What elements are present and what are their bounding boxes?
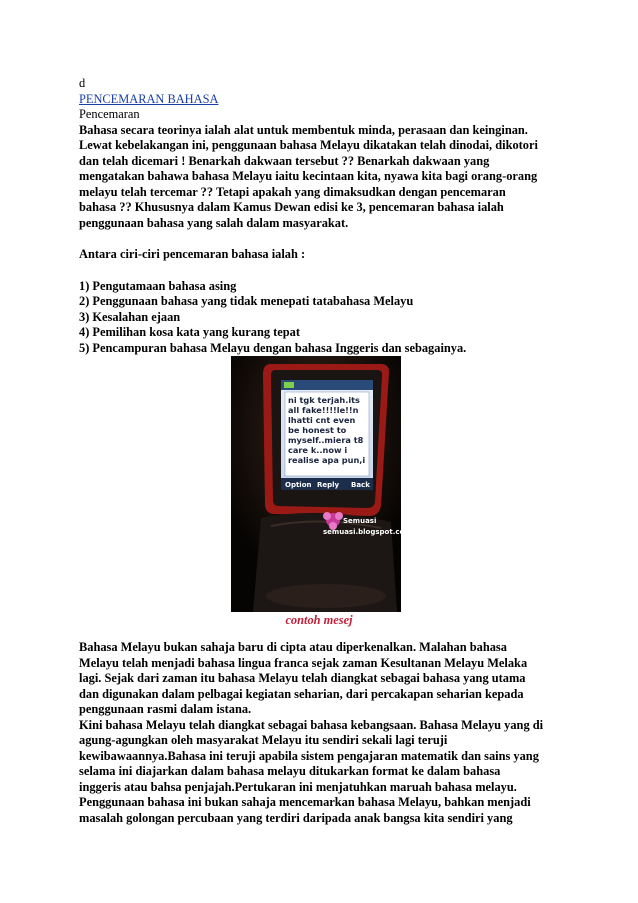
sms-line: myself..miera t8: [288, 435, 364, 445]
intro-line: dan telah dicemari ! Benarkah dakwaan tersebut ?? Benarkah dakwaan yang: [79, 153, 490, 168]
list-item: 2) Penggunaan bahasa yang tidak menepati tatabahasa Melayu: [79, 294, 414, 308]
intro-line: Bahasa secara teorinya ialah alat untuk membentuk minda, perasaan dan keinginan.: [79, 122, 528, 137]
intro-paragraph: [79, 123, 569, 232]
document-top-section: [79, 76, 569, 356]
body-line: Penggunaan bahasa ini bukan sahaja mencemarkan bahasa Melayu, bahkan menjadi: [79, 795, 531, 809]
subtitle: Pencemaran: [79, 107, 140, 121]
intro-line: penggunaan bahasa yang salah dalam masyarakat.: [79, 215, 349, 230]
body-line: kewibawaannya.Bahasa ini teruji apabila sistem pengajaran matematik dan sains yang: [79, 748, 539, 763]
body-line: penggunaan rasmi dalam istana.: [79, 702, 252, 716]
body-line: masalah golongan percubaan yang terdiri daripada anak bangsa kita sendiri yang: [79, 810, 513, 825]
softkey-option: Option: [285, 481, 312, 489]
body-line: selama ini diajarkan dalam bahasa melayu ditukarkan format ke dalam bahasa: [79, 764, 501, 778]
body-line: Kini bahasa Melayu telah diangkat sebagai bahasa kebangsaan. Bahasa Melayu yang di: [79, 717, 544, 732]
body-line: Melayu telah menjadi bahasa lingua franca sejak zaman Kesultanan Melayu Melaka: [79, 655, 528, 670]
sms-line: realise apa pun,i: [288, 455, 366, 465]
sms-line: be honest to: [288, 425, 347, 435]
phone-illustration: [231, 356, 412, 612]
softkey-reply: Reply: [317, 481, 340, 489]
body-line: lagi. Sejak dari zaman itu bahasa Melayu telah diangkat sebagai bahasa yang utama: [79, 671, 526, 685]
list-item: 3) Kesalahan ejaan: [79, 309, 181, 324]
characteristics-list: [79, 279, 569, 357]
body-line: inggeris atau bahsa penjajah.Pertukaran ini menjatuhkan maruah bahasa melayu.: [79, 779, 517, 794]
sms-line: ni tgk terjah.its: [288, 395, 360, 405]
page-marker: d: [79, 76, 86, 90]
intro-line: melayu telah tercemar ?? Tetapi apakah yang dimaksudkan dengan pencemaran: [79, 184, 506, 199]
intro-line: Lewat kebelakangan ini, penggunaan bahasa Melayu dikatakan telah dinodai, dikotori: [79, 138, 538, 152]
list-item: 1) Pengutamaan bahasa asing: [79, 278, 237, 293]
list-intro: Antara ciri-ciri pencemaran bahasa ialah :: [79, 247, 306, 261]
intro-line: mengatakan bahawa bahasa Melayu iaitu kecintaan kita, nyawa kita bagi orang-orang: [79, 169, 538, 183]
list-item: 4) Pemilihan kosa kata yang kurang tepat: [79, 325, 300, 339]
body-line: Bahasa Melayu bukan sahaja baru di cipta atau diperkenalkan. Malahan bahasa: [79, 640, 507, 654]
softkey-back: Back: [351, 481, 370, 489]
intro-line: bahasa ?? Khususnya dalam Kamus Dewan edisi ke 3, pencemaran bahasa ialah: [79, 200, 504, 214]
watermark-text: Semuasi: [343, 517, 377, 525]
watermark-url: semuasi.blogspot.com: [323, 528, 412, 536]
body-line: dan digunakan dalam pelbagai kegiatan seharian, dari percakapan seharian kepada: [79, 686, 524, 701]
sms-line: all fake!!!!le!!n: [288, 405, 359, 415]
sms-line: lhatti cnt even: [288, 415, 356, 425]
list-item: 5) Pencampuran bahasa Melayu dengan bahasa Inggeris dan sebagainya.: [79, 340, 467, 355]
figure-caption: contoh mesej: [285, 613, 353, 627]
sms-line: care k..now i: [288, 445, 348, 455]
title-link[interactable]: PENCEMARAN BAHASA: [79, 91, 219, 106]
body-paragraphs: [79, 640, 569, 826]
body-line: agung-agungkan oleh masyarakat Melayu itu sendiri sekali lagi teruji: [79, 733, 448, 747]
phone-photo: [231, 356, 412, 612]
